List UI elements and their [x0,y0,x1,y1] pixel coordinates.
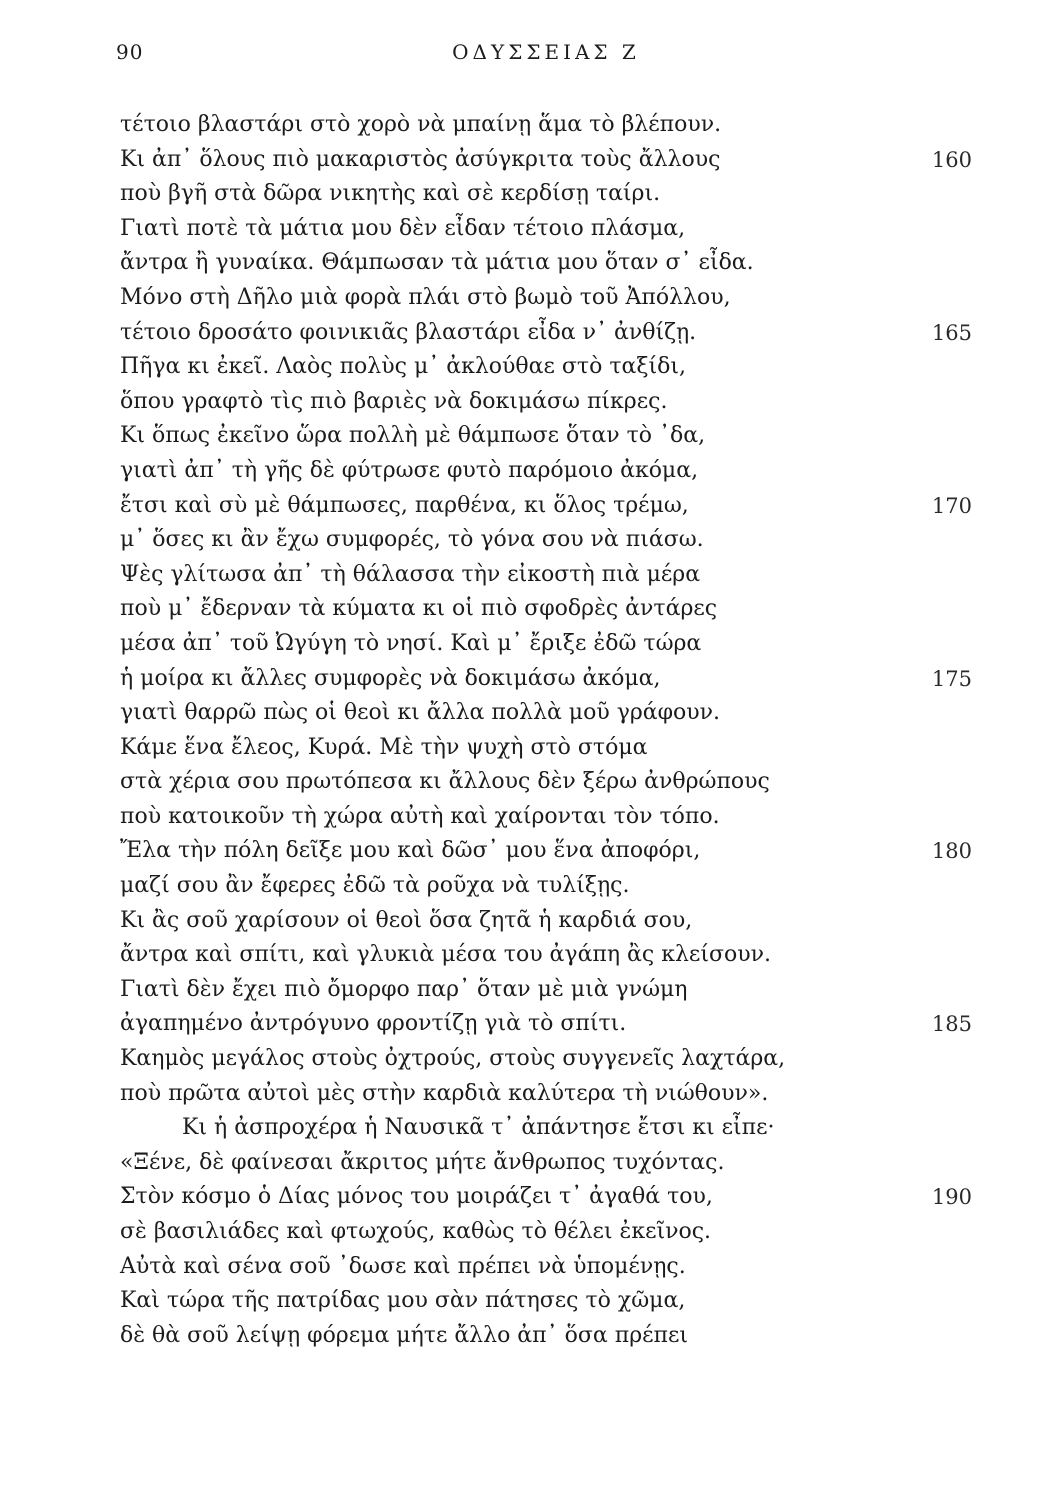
verse-line [0,869,1062,904]
poem-body [0,108,1062,1353]
verse-line [0,177,1062,212]
verse-text: Γιατὶ ποτὲ τὰ μάτια μου δὲν εἶδαν τέτοιο πλάσμα, [120,215,686,241]
verse-text: ἔτσι καὶ σὺ μὲ θάμπωσες, παρθένα, κι ὅλος τρέμω, [120,492,689,518]
verse-text: Πῆγα κι ἐκεῖ. Λαὸς πολὺς μ᾽ ἀκλούθαε στὸ ταξίδι, [120,354,686,380]
verse-text: τέτοιο δροσάτο φοινικιᾶς βλαστάρι εἶδα ν᾽ ἀνθίζῃ. [120,319,697,345]
verse-text: ποὺ κατοικοῦν τὴ χώρα αὐτὴ καὶ χαίρονται τὸν τόπο. [120,803,720,829]
verse-text: Ἔλα τὴν πόλη δεῖξε μου καὶ δῶσ᾽ μου ἕνα ἀποφόρι, [120,838,701,864]
verse-line [0,316,1062,351]
verse-line [0,281,1062,316]
verse-line [0,1146,1062,1181]
verse-text: δὲ θὰ σοῦ λείψῃ φόρεμα μήτε ἄλλο ἀπ᾽ ὅσα πρέπει [120,1322,689,1348]
verse-text: μ᾽ ὅσες κι ἂν ἔχω συμφορές, τὸ γόνα σου νὰ πιάσω. [120,527,704,553]
verse-line [0,454,1062,489]
verse-line [0,246,1062,281]
line-number: 170 [931,493,972,518]
page-number: 90 [116,40,144,64]
verse-text: ποὺ βγῆ στὰ δῶρα νικητὴς καὶ σὲ κερδίσῃ ταίρι. [120,181,661,207]
verse-line [0,1180,1062,1215]
verse-text: Κι ἡ ἀσπροχέρα ἡ Ναυσικᾶ τ᾽ ἀπάντησε ἔτσι κι εἶπε· [182,1115,775,1141]
verse-line [0,108,1062,143]
verse-text: Αὐτὰ καὶ σένα σοῦ ᾽δωσε καὶ πρέπει νὰ ὑπομένῃς. [120,1253,686,1279]
line-number: 160 [931,147,972,172]
verse-line [0,1215,1062,1250]
verse-line [0,1250,1062,1285]
verse-text: στὰ χέρια σου πρωτόπεσα κι ἄλλους δὲν ξέρω ἀνθρώπους [120,769,770,795]
running-title: ΟΔΥΣΣΕΙΑΣ Ζ [452,40,640,64]
verse-text: Κάμε ἕνα ἔλεος, Κυρά. Μὲ τὴν ψυχὴ στὸ στόμα [120,734,648,760]
verse-line [0,592,1062,627]
verse-line-indented [0,1111,1062,1146]
verse-text: Καὶ τώρα τῆς πατρίδας μου σὰν πάτησες τὸ χῶμα, [120,1288,686,1314]
verse-line [0,627,1062,662]
verse-text: ἡ μοίρα κι ἄλλες συμφορὲς νὰ δοκιμάσω ἀκόμα, [120,665,661,691]
verse-text: ἄντρα ἢ γυναίκα. Θάμπωσαν τὰ μάτια μου ὅταν σ᾽ εἶδα. [120,250,754,276]
verse-line [0,1077,1062,1112]
verse-line [0,350,1062,385]
verse-text: Κι ἂς σοῦ χαρίσουν οἱ θεοὶ ὅσα ζητᾶ ἡ καρδιά σου, [120,907,693,933]
verse-line [0,1284,1062,1319]
verse-line [0,1319,1062,1354]
verse-text: γιατὶ ἀπ᾽ τὴ γῆς δὲ φύτρωσε φυτὸ παρόμοιο ἀκόμα, [120,457,699,483]
verse-line [0,143,1062,178]
verse-text: τέτοιο βλαστάρι στὸ χορὸ νὰ μπαίνῃ ἅμα τὸ βλέπουν. [120,112,722,137]
verse-text: Καημὸς μεγάλος στοὺς ὀχτρούς, στοὺς συγγενεῖς λαχτάρα, [120,1046,786,1072]
verse-line [0,523,1062,558]
verse-text: μέσα ἀπ᾽ τοῦ Ὠγύγη τὸ νησί. Καὶ μ᾽ ἔριξε ἐδῶ τώρα [120,630,702,656]
verse-line [0,662,1062,697]
line-number: 185 [931,1012,972,1037]
verse-line [0,489,1062,524]
line-number: 175 [931,666,972,691]
verse-line [0,1042,1062,1077]
verse-text: Μόνο στὴ Δῆλο μιὰ φορὰ πλάι στὸ βωμὸ τοῦ Ἀπόλλου, [120,284,731,310]
verse-line [0,696,1062,731]
verse-text: ἄντρα καὶ σπίτι, καὶ γλυκιὰ μέσα του ἀγάπη ἂς κλείσουν. [120,942,771,968]
verse-line [0,834,1062,869]
verse-text: ἀγαπημένο ἀντρόγυνο φροντίζῃ γιὰ τὸ σπίτι. [120,1011,627,1037]
verse-text: Κι ἀπ᾽ ὅλους πιὸ μακαριστὸς ἀσύγκριτα τοὺς ἄλλους [120,146,721,172]
verse-line [0,973,1062,1008]
verse-text: ποὺ πρῶτα αὐτοὶ μὲς στὴν καρδιὰ καλύτερα τὴ νιώθουν». [120,1080,769,1106]
verse-text: «Ξένε, δὲ φαίνεσαι ἄκριτος μήτε ἄνθρωπος τυχόντας. [120,1149,725,1175]
verse-line [0,558,1062,593]
verse-text: σὲ βασιλιάδες καὶ φτωχούς, καθὼς τὸ θέλει ἐκεῖνος. [120,1219,712,1244]
page-header [0,40,1062,72]
verse-text: Γιατὶ δὲν ἔχει πιὸ ὄμορφο παρ᾽ ὅταν μὲ μιὰ γνώμη [120,976,688,1002]
verse-text: Στὸν κόσμο ὁ Δίας μόνος του μοιράζει τ᾽ ἀγαθά του, [120,1184,713,1210]
line-number: 190 [931,1185,972,1210]
verse-line [0,212,1062,247]
verse-line [0,419,1062,454]
verse-line [0,731,1062,766]
verse-text: μαζί σου ἂν ἔφερες ἐδῶ τὰ ροῦχα νὰ τυλίξῃς. [120,873,630,899]
verse-line [0,938,1062,973]
verse-line [0,904,1062,939]
verse-text: ποὺ μ᾽ ἔδερναν τὰ κύματα κι οἱ πιὸ σφοδρὲς ἀντάρες [120,596,718,622]
verse-line [0,800,1062,835]
verse-line [0,1007,1062,1042]
verse-line [0,765,1062,800]
verse-text: ὅπου γραφτὸ τὶς πιὸ βαριὲς νὰ δοκιμάσω πίκρες. [120,388,668,414]
line-number: 180 [931,839,972,864]
verse-line [0,385,1062,420]
verse-text: Ψὲς γλίτωσα ἀπ᾽ τὴ θάλασσα τὴν εἰκοστὴ πιὰ μέρα [120,561,701,587]
line-number: 165 [931,320,972,345]
verse-text: γιατὶ θαρρῶ πὼς οἱ θεοὶ κι ἄλλα πολλὰ μοῦ γράφουν. [120,700,721,726]
verse-text: Κι ὅπως ἐκεῖνο ὥρα πολλὴ μὲ θάμπωσε ὅταν τὸ ᾽δα, [120,423,706,449]
